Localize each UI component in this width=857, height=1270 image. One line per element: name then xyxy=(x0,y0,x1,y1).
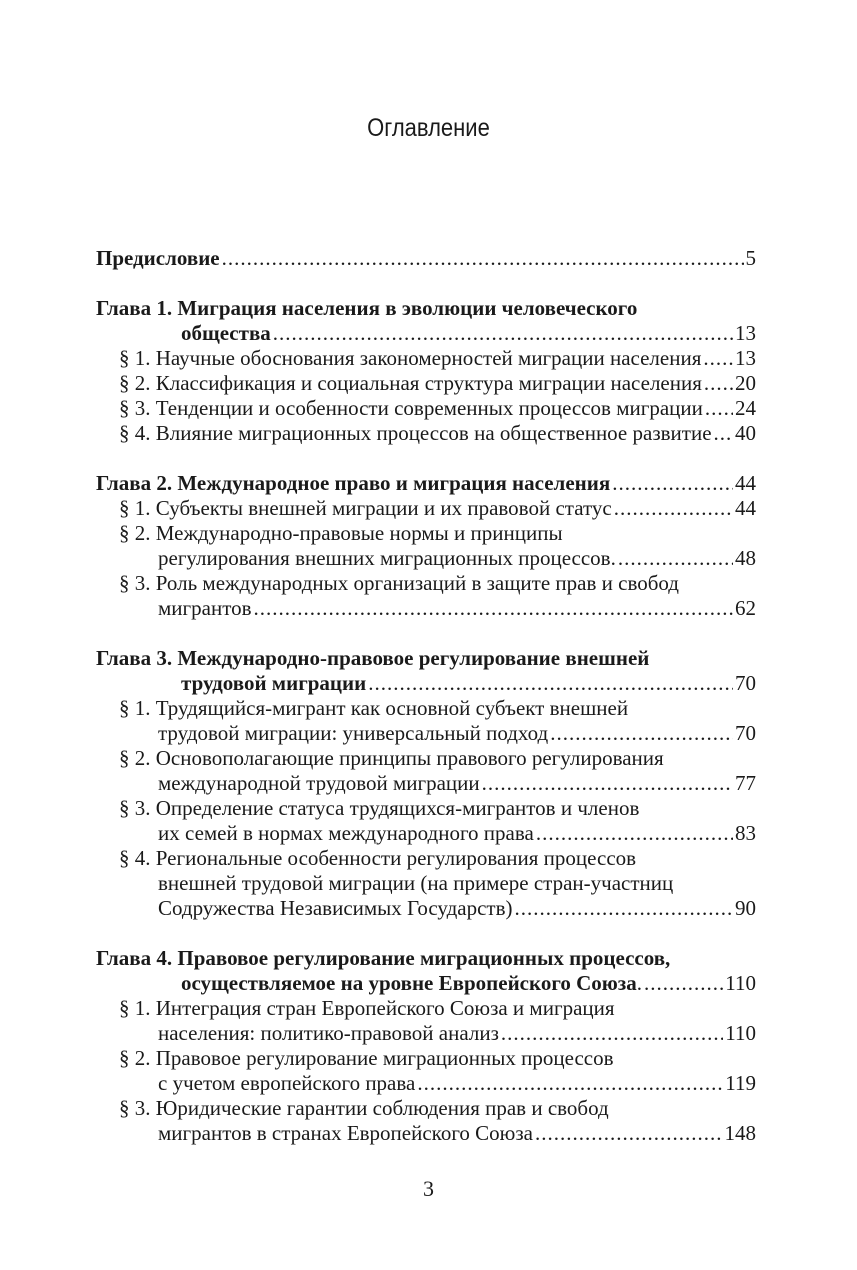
toc-entry-title-line: § 3. Определение статуса трудящихся-мигрантов и членов xyxy=(119,796,640,820)
toc-entry-title-line: мигрантов в странах Европейского Союза xyxy=(158,1121,533,1145)
toc-entry-title-line: Глава 1. Миграция населения в эволюции человеческого xyxy=(96,296,638,320)
toc-page-number: 62 xyxy=(735,596,756,620)
toc-entry-punctuation: . xyxy=(636,971,642,995)
toc-entry-title-line: Глава 2. Международное право и миграция населения xyxy=(96,471,611,495)
toc-page-number: 110 xyxy=(725,1021,756,1045)
toc-entry-ch2-s3[interactable] xyxy=(96,571,756,621)
toc-group-chapter-1 xyxy=(96,296,756,446)
dot-leader xyxy=(501,1021,723,1046)
toc-group-chapter-3 xyxy=(96,646,756,921)
dot-leader xyxy=(550,721,733,746)
toc-entry-title-line: § 1. Научные обоснования закономерностей миграции населения xyxy=(119,346,702,370)
toc-entry-title-line: внешней трудовой миграции (на примере стран-участниц xyxy=(158,871,674,895)
toc-page-number: 83 xyxy=(735,821,756,845)
toc-entry-ch2-s1[interactable] xyxy=(96,496,756,521)
toc-page-number: 119 xyxy=(725,1071,756,1095)
toc-entry-title-line: Содружества Независимых Государств) xyxy=(158,896,513,920)
toc-page-number: 20 xyxy=(735,371,756,395)
toc-page-number: 13 xyxy=(735,321,756,345)
toc-page-number: 148 xyxy=(724,1121,756,1145)
toc-entry-title-line: их семей в нормах международного права xyxy=(158,821,534,845)
toc-entry-title-line: Глава 3. Международно-правовое регулирование внешней xyxy=(96,646,650,670)
toc-entry-ch1-s2[interactable] xyxy=(96,371,756,396)
dot-leader xyxy=(614,496,733,521)
toc-entry-title-line: общества xyxy=(181,321,271,345)
toc-entry-chapter-4[interactable] xyxy=(96,946,756,996)
dot-leader xyxy=(417,1071,723,1096)
dot-leader xyxy=(222,246,744,271)
toc-entry-title-line: § 2. Международно-правовые нормы и принципы xyxy=(119,521,563,545)
toc-entry-title-line: § 1. Интеграция стран Европейского Союза и миграция xyxy=(119,996,615,1020)
toc-entry-ch3-s2[interactable] xyxy=(96,746,756,796)
toc-group-preface xyxy=(96,246,756,271)
toc-page-number: 77 xyxy=(735,771,756,795)
toc-page-number: 70 xyxy=(735,671,756,695)
dot-leader xyxy=(704,371,733,396)
toc-entry-title-line: трудовой миграции xyxy=(181,671,367,695)
toc-entry-chapter-3[interactable] xyxy=(96,646,756,696)
toc-entry-ch4-s1[interactable] xyxy=(96,996,756,1046)
toc-entry-title-line: Глава 4. Правовое регулирование миграционных процессов, xyxy=(96,946,671,970)
dot-leader xyxy=(705,396,733,421)
toc-entry-title-line: с учетом европейского права xyxy=(158,1071,416,1095)
toc-page-number: 44 xyxy=(735,471,756,495)
toc-entry-title-line: § 4. Региональные особенности регулирования процессов xyxy=(119,846,637,870)
toc-entry-title: Предисловие xyxy=(96,246,220,270)
table-of-contents xyxy=(96,246,756,1146)
toc-group-chapter-2 xyxy=(96,471,756,621)
toc-entry-ch1-s4[interactable] xyxy=(96,421,756,446)
toc-page-number: 24 xyxy=(735,396,756,420)
toc-entry-title-line: мигрантов xyxy=(158,596,252,620)
toc-entry-title-line: § 4. Влияние миграционных процессов на общественное развитие xyxy=(119,421,712,445)
toc-entry-chapter-1[interactable] xyxy=(96,296,756,346)
dot-leader xyxy=(254,596,733,621)
toc-entry-ch1-s1[interactable] xyxy=(96,346,756,371)
dot-leader xyxy=(273,321,733,346)
dot-leader xyxy=(535,1121,723,1146)
page-title: Оглавление xyxy=(367,114,490,142)
dot-leader xyxy=(618,546,733,571)
dot-leader xyxy=(714,421,733,446)
toc-entry-ch3-s1[interactable] xyxy=(96,696,756,746)
toc-entry-title-line: § 2. Классификация и социальная структура миграции населения xyxy=(119,371,702,395)
toc-entry-preface[interactable] xyxy=(96,246,756,271)
toc-entry-title-line: населения: политико-правовой анализ xyxy=(158,1021,499,1045)
toc-entry-chapter-2[interactable] xyxy=(96,471,756,496)
toc-entry-title-line: § 1. Субъекты внешней миграции и их правовой статус xyxy=(119,496,612,520)
toc-entry-title-line: трудовой миграции: универсальный подход xyxy=(158,721,549,745)
toc-page-number: 5 xyxy=(745,246,756,270)
dot-leader xyxy=(515,896,734,921)
toc-entry-ch3-s4[interactable] xyxy=(96,846,756,921)
toc-entry-title-line: § 3. Юридические гарантии соблюдения прав и свобод xyxy=(119,1096,609,1120)
dot-leader xyxy=(368,671,733,696)
toc-entry-title-line: § 2. Правовое регулирование миграционных процессов xyxy=(119,1046,614,1070)
toc-page-number: 40 xyxy=(735,421,756,445)
toc-entry-title-line: § 3. Роль международных организаций в защите прав и свобод xyxy=(119,571,679,595)
toc-page-number: 90 xyxy=(735,896,756,920)
toc-entry-ch4-s3[interactable] xyxy=(96,1096,756,1146)
dot-leader xyxy=(644,971,723,996)
dot-leader xyxy=(536,821,733,846)
toc-page-number: 70 xyxy=(735,721,756,745)
toc-page-number: 110 xyxy=(725,971,756,995)
toc-entry-ch2-s2[interactable] xyxy=(96,521,756,571)
toc-entry-title-line: осуществляемое на уровне Европейского Союза xyxy=(181,971,637,995)
dot-leader xyxy=(482,771,733,796)
dot-leader xyxy=(612,471,733,496)
toc-entry-title-line: международной трудовой миграции xyxy=(158,771,480,795)
toc-entry-title-line: § 3. Тенденции и особенности современных процессов миграции xyxy=(119,396,703,420)
toc-entry-ch4-s2[interactable] xyxy=(96,1046,756,1096)
toc-entry-title-line: регулирования внешних миграционных процессов. xyxy=(158,546,616,570)
toc-page-number: 44 xyxy=(735,496,756,520)
toc-group-chapter-4 xyxy=(96,946,756,1146)
toc-page-number: 13 xyxy=(735,346,756,370)
toc-page-number: 48 xyxy=(735,546,756,570)
page-number: 3 xyxy=(423,1176,434,1201)
toc-entry-ch1-s3[interactable] xyxy=(96,396,756,421)
dot-leader xyxy=(703,346,733,371)
toc-entry-title-line: § 1. Трудящийся-мигрант как основной субъект внешней xyxy=(119,696,629,720)
toc-entry-title-line: § 2. Основополагающие принципы правового регулирования xyxy=(119,746,664,770)
toc-entry-ch3-s3[interactable] xyxy=(96,796,756,846)
